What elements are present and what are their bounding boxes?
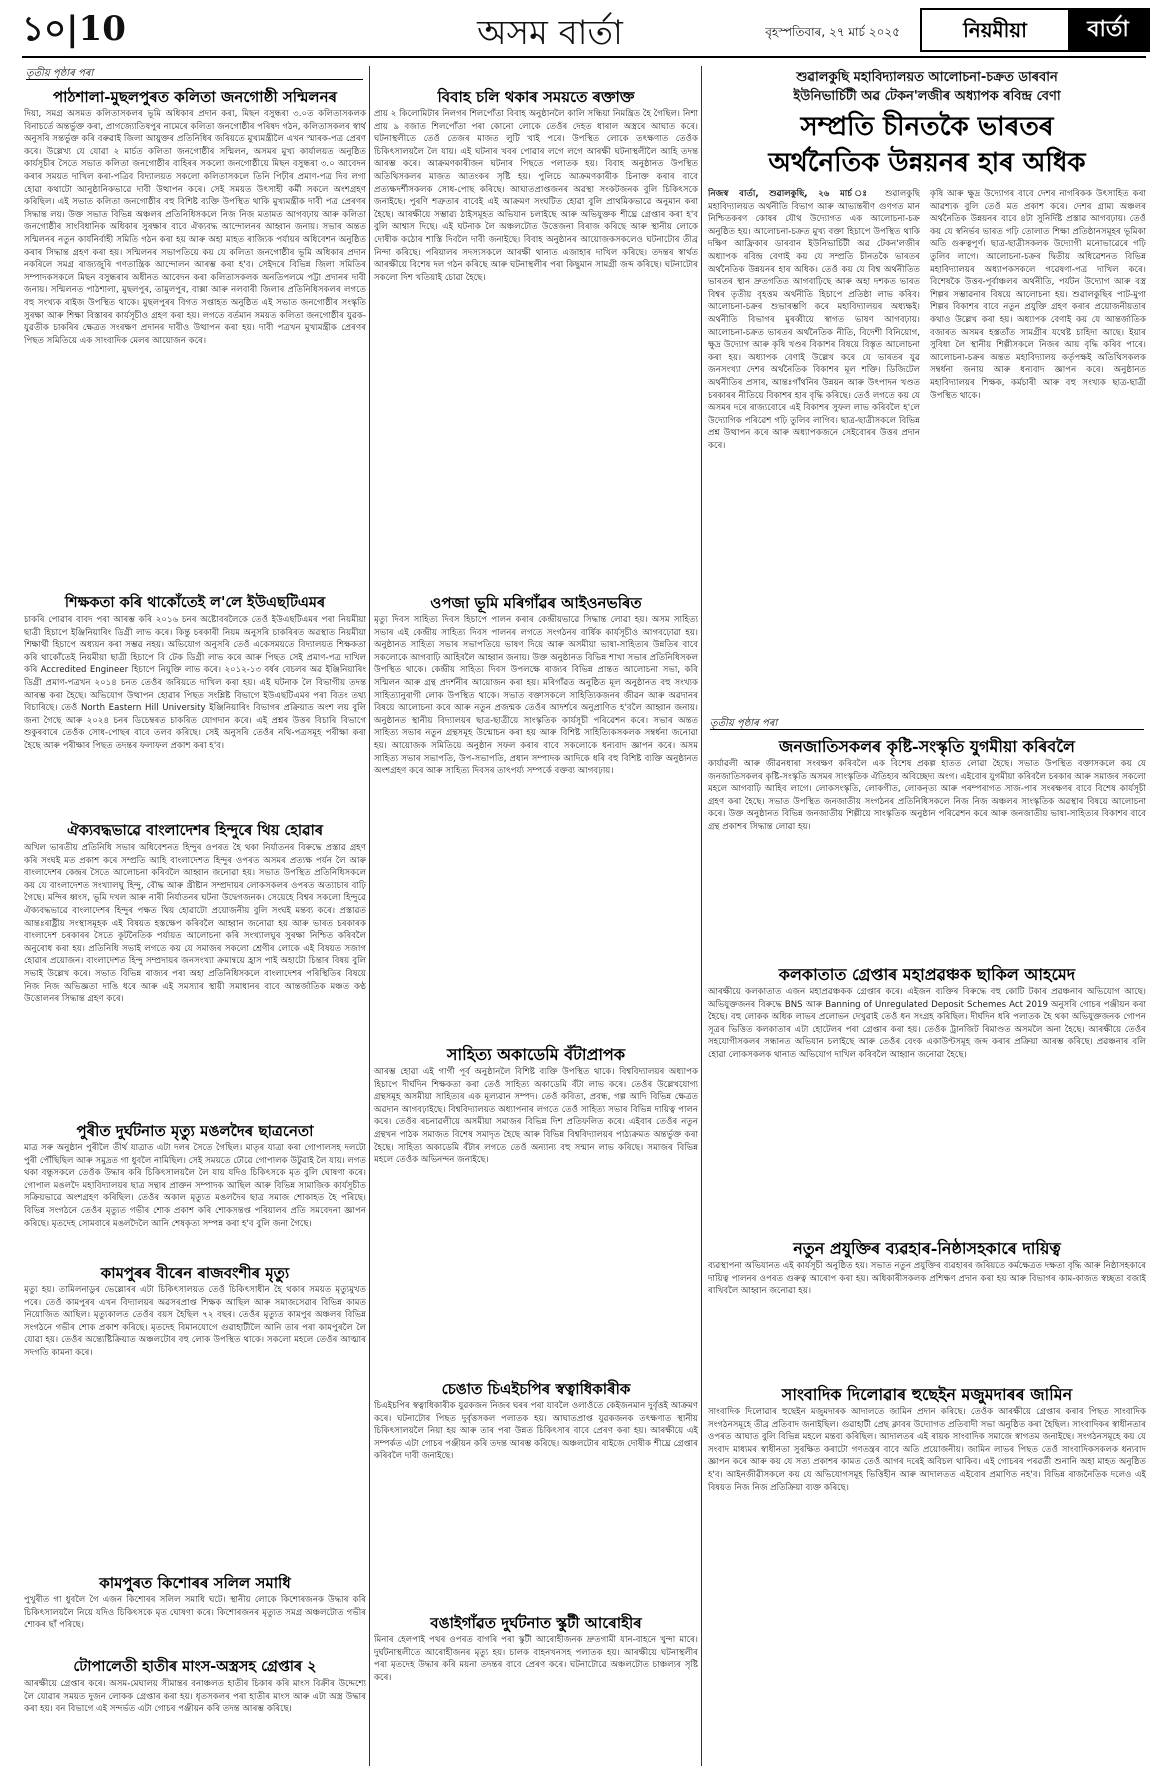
body-tribal-culture: কাৰ্যাৱলী আৰু জীৱনধাৰা সংৰক্ষণ কৰিবলৈ এক বিশেষ প্ৰকল্প হাতত লোৱা হৈছে। সভাত উপস্থিত বক্তাসকলে কয় যে জনজাতিসকলৰ কৃষ্টি-সংস্কৃতি অসমৰ সাংস্কৃতিক ঐতিহ্যৰ অবিচ্ছেদ্য অংগ। এইবোৰ যুগমীয়া কৰিবলৈ চৰকাৰ আৰু সমাজৰ সকলো মহলে আগবাঢ়ি আহিব লাগে। লোকসংস্কৃতি, লোকগীত, লোকনৃত্য আৰু পৰম্পৰাগত সাজ-পাৰ সংৰক্ষণৰ বাবে বিশেষ কাৰ্যসূচী গ্ৰহণ কৰা হৈছে। সভাত উপস্থিত জনজাতীয় সংগঠনৰ প্ৰতিনিধিসকলে নিজ নিজ অঞ্চলৰ সাংস্কৃতিক অৱস্থাৰ বিষয়ে আলোচনা কৰে। উক্ত অনুষ্ঠানত বিভিন্ন জনজাতীয় শিল্পীয়ে সাংস্কৃতিক অনুষ্ঠান পৰিৱেশন কৰে আৰু জনজাতীয় ভাষা-সাহিত্যৰ বিকাশৰ বাবে গ্ৰন্থ প্ৰকাশৰ সিদ্ধান্ত লোৱা হয়। xyxy=(708,759,1146,832)
dateline: নিজস্ব বাৰ্তা, শুৱালকুছি, ২৬ মাৰ্চ ঃ xyxy=(708,189,875,199)
intro-line-2: ইউনিভাৰ্চিটী অৱ টেকন'লজীৰ অধ্যাপক ৰবিন্দ্ৰ বেণা xyxy=(793,89,1061,104)
body-kalita-sanmilan: দিয়া, সমগ্ৰ অসমত কলিতাসকলৰ ভূমি অধিকাৰ প্ৰদান কৰা, মিছন বসুন্ধৰা ৩.০ত কলিতাসকলক বিনাচৰ্তে অন্তৰ্ভুক্ত কৰা, প্ৰাগজ্যোতিষপুৰ নামেৰে কলিতা জনগোষ্ঠীৰ পৰিষদ গঠন, কলিতাসকলৰ স্বাৰ্থ অনুসৰি সন্তৰ্ভুক্ত কৰি বৰুৱাই জিলা আয়ুক্তৰ প্ৰতিনিধিৰ জৰিয়তে মুখ্যমন্ত্ৰীলৈ এখন স্মাৰক-পত্ৰ প্ৰেৰণ কৰে। উল্লেখ্য যে যোৱা ২ মাৰ্চত কলিতা জনগোষ্ঠীৰ সন্মিলন, অসমৰ মুখ্য কাৰ্যালয়ত অনুষ্ঠিত কাৰ্যসূচীৰ সৈতে সভাত কলিতা জনগোষ্ঠীৰ বাহিৰৰ সকলো জনগোষ্ঠীয়ে মিছন বসুন্ধৰা ৩.০ আবেদন কৰাৰ সময়ত দাখিল কৰা-পত্ৰিব বিদ্যালয়ত সকলো কলিতাসকলে তিনি পিঢ়ীৰ প্ৰমাণ-পত্ৰ দিব লগা হোৱা কথাটো আনুষ্ঠানিকভাৱে দাবী উত্থাপন কৰে। সেই সময়ত উৎসাহী কৰ্মী সকলে অংশগ্ৰহণ কৰিছিল। এই সভাত কলিতা জনগোষ্ঠীৰ বহু বিশিষ্ট ব্যক্তি উপস্থিত থাকি মুখ্যমন্ত্ৰীক দাবী পত্ৰ প্ৰেৰণৰ সিদ্ধান্ত লয়। উক্ত সভাত বিভিন্ন অঞ্চলৰ প্ৰতিনিধিসকলে নিজ নিজ মতামত আগবঢ়ায় আৰু কলিতা জনগোষ্ঠীৰ সাংবিধানিক অধিকাৰ সুৰক্ষাৰ বাবে ঐক্যবদ্ধ আন্দোলনৰ আহ্বান জনায়। সভাৰ অন্তত সন্মিলনৰ নতুন কাৰ্যনিৰ্বাহী সমিতি গঠন কৰা হয় আৰু অহা মাহত ৰাজ্যিক পৰ্যায়ৰ অধিবেশন অনুষ্ঠিত কৰাৰ সিদ্ধান্ত গ্ৰহণ কৰা হয়। সন্মিলনৰ সভাপতিয়ে কয় যে কলিতা জনগোষ্ঠীৰ ভূমি অধিকাৰ প্ৰদান নকৰিলে সমগ্ৰ ৰাজ্যজুৰি গণতান্ত্ৰিক আন্দোলন আৰম্ভ কৰা হ'ব। সেইদৰে বিভিন্ন জিলা সমিতিৰ সম্পাদকসকলে মিছন বসুন্ধৰাৰ অধীনত আবেদন কৰা কলিতাসকলক অনতিপলমে পট্টা প্ৰদানৰ দাবী জনায়। সন্মিলনত পাঠশালা, মুছলপুৰ, তামুলপুৰ, বাক্সা আৰু নলবাৰী জিলাৰ প্ৰতিনিধিসকলৰ লগতে বহু সংখ্যক ৰাইজ উপস্থিত থাকে। মুছলপুৰৰ বিগত সপ্তাহত অনুষ্ঠিত এই সভাত জনগোষ্ঠীৰ সংস্কৃতি সুৰক্ষা আৰু শিক্ষা বিস্তাৰৰ কাৰ্যসূচীও গ্ৰহণ কৰা হয়। লগতে বৰ্তমান সময়ত কলিতা জনগোষ্ঠীৰ যুৱক-যুৱতীক চাকৰিৰ ক্ষেত্ৰত সংৰক্ষণ প্ৰদানৰ দাবীও উত্থাপন কৰা হয়। দাবী পত্ৰখন মুখ্যমন্ত্ৰীক প্ৰেৰণৰ পিছত সমিতিয়ে এক সাংবাদিক মেলৰ আয়োজন কৰে। xyxy=(24,109,366,346)
body-biren-rajbongshi: মৃত্যু হয়। তামিলনাডুৰ ভেল্লোৰৰ এটা চিকিৎসালয়ত তেওঁ চিকিৎসাধীন হৈ থকাৰ সময়ত মৃত্যুমুখত পৰে। তেওঁ কামপুৰৰ এখন বিদ্যালয়ৰ অৱসৰপ্ৰাপ্ত শিক্ষক আছিল আৰু সমাজসেৱাৰ বিভিন্ন কামত নিয়োজিত আছিল। মৃত্যুকালত তেওঁৰ বয়স হৈছিল ৭২ বছৰ। তেওঁৰ মৃত্যুত কামপুৰ অঞ্চলৰ বিভিন্ন সংগঠনে গভীৰ শোক প্ৰকাশ কৰিছে। মৃতদেহ বিমানযোগে গুৱাহাটীলৈ আনি তাৰ পৰা কামপুৰলৈ লৈ যোৱা হয়। তেওঁৰ অন্ত্যেষ্টিক্ৰিয়াত অঞ্চলটোৰ বহু লোক উপস্থিত থাকে। সকলো মহলে তেওঁৰ আত্মাৰ সদগতি কামনা কৰে। xyxy=(24,1285,366,1358)
body-india-growth-col1-text: শুৱালকুছি মহাবিদ্যালয়ত অৰ্থনীতি বিভাগ আৰু আভ্যন্তৰীণ গুণগত মান নিশ্চিতকৰণ কোষৰ যৌথ উদ্যোগত এক আলোচনা-চক্ৰ অনুষ্ঠিত হয়। আলোচনা-চক্ৰত মুখ্য বক্তা হিচাপে উপস্থিত থাকি দক্ষিণ আফ্ৰিকাৰ ডাৰবান ইউনিভাৰ্চিটী অৱ টেকন'লজীৰ অধ্যাপক ৰবিন্দ্ৰ বেণাই কয় যে সম্প্ৰতি চীনতকৈ ভাৰতৰ অৰ্থনৈতিক উন্নয়নৰ হাৰ অধিক। তেওঁ কয় যে বিশ্ব অৰ্থনীতিত ভাৰতৰ স্থান দ্ৰুতগতিত আগবাঢ়িছে আৰু অহা দশকত ভাৰত বিশ্বৰ তৃতীয় বৃহত্তম অৰ্থনীতি হিচাপে প্ৰতিষ্ঠা লাভ কৰিব। আলোচনা-চক্ৰৰ শুভাৰম্ভণি কৰে মহাবিদ্যালয়ৰ অধ্যক্ষই। অৰ্থনীতি বিভাগৰ মুৰব্বীয়ে স্বাগত ভাষণ আগবঢ়ায়। আলোচনা-চক্ৰত ভাৰতৰ অৰ্থনৈতিক নীতি, বিদেশী বিনিয়োগ, ক্ষুদ্ৰ উদ্যোগ আৰু কৃষি খণ্ডৰ বিকাশৰ বিষয়ে বিস্তৃত আলোচনা কৰা হয়। অধ্যাপক বেণাই উল্লেখ কৰে যে ভাৰতৰ যুৱ জনসংখ্যা দেশৰ অৰ্থনৈতিক বিকাশৰ মূল শক্তি। ডিজিটেল অৰ্থনীতিৰ প্ৰসাৰ, আন্তঃগাঁথনিৰ উন্নয়ন আৰু উৎপাদন খণ্ডত চৰকাৰৰ নীতিয়ে বিকাশৰ হাৰ বৃদ্ধি কৰিছে। তেওঁ লগতে কয় যে অসমৰ দৰে ৰাজ্যবোৰে এই বিকাশৰ সুফল লাভ কৰিবলৈ হ'লে উদ্যোগিক পৰিৱেশ গঢ়ি তুলিব লাগিব। ছাত্ৰ-ছাত্ৰীসকলে বিভিন্ন প্ৰশ্ন উত্থাপন কৰে আৰু অধ্যাপকজনে সেইবোৰৰ উত্তৰ প্ৰদান কৰে। xyxy=(708,189,920,451)
body-morigaon: মৃত্যু দিবস সাহিত্য দিবস হিচাপে পালন কৰাৰ কেন্দ্ৰীয়ভাৱে সিদ্ধান্ত লোৱা হয়। অসম সাহিত্য সভাৰ এই কেন্দ্ৰীয় সাহিত্য দিবস পালনৰ লগতে সংগঠনৰ বাৰ্ষিক কাৰ্যসূচীও আগবঢ়োৱা হয়। অনুষ্ঠানত সাহিত্য সভাৰ সভাপতিয়ে ভাষণ দিয়ে আৰু অসমীয়া ভাষা-সাহিত্যৰ উন্নতিৰ বাবে সকলোকে আগবাঢ়ি আহিবলৈ আহ্বান জনায়। উক্ত অনুষ্ঠানত বিভিন্ন শাখা সভাৰ প্ৰতিনিধিসকল উপস্থিত থাকে। কেন্দ্ৰীয় সাহিত্য দিবস উপলক্ষে ৰাজ্যৰ বিভিন্ন প্ৰান্তত আলোচনা সভা, কবি সন্মিলন আৰু গ্ৰন্থ প্ৰদৰ্শনীৰ আয়োজন কৰা হয়। মৰিগাঁৱত অনুষ্ঠিত মূল অনুষ্ঠানত বহু সংখ্যক সাহিত্যানুৰাগী লোক উপস্থিত থাকে। সভাত বক্তাসকলে সাহিত্যিকজনৰ জীৱন আৰু অৱদানৰ বিষয়ে আলোচনা কৰে আৰু নতুন প্ৰজন্মক তেওঁৰ আদৰ্শৰে অনুপ্ৰাণিত হ'বলৈ আহ্বান জনায়। অনুষ্ঠানত স্থানীয় বিদ্যালয়ৰ ছাত্ৰ-ছাত্ৰীয়ে সাংস্কৃতিক কাৰ্যসূচী পৰিৱেশন কৰে। সভাৰ অন্তত সাহিত্য সভাৰ নতুন গ্ৰন্থসমূহ উন্মোচন কৰা হয় আৰু বিশিষ্ট সাহিত্যিকসকলক সম্বৰ্ধনা জনোৱা হয়। আয়োজক সমিতিয়ে অনুষ্ঠান সফল কৰাৰ বাবে সকলোকে ধন্যবাদ জ্ঞাপন কৰে। অসম সাহিত্য সভাৰ সভাপতি, উপ-সভাপতি, প্ৰধান সম্পাদক আদিকে ধৰি বহু বিশিষ্ট ব্যক্তি অনুষ্ঠানত অংশগ্ৰহণ কৰে আৰু সাহিত্য দিবসৰ তাৎপৰ্য্য সম্পৰ্কে বক্তব্য আগবঢ়ায়। xyxy=(374,615,698,777)
headline-new-technology: নতুন প্ৰযুক্তিৰ ব্যৱহাৰ-নিষ্ঠাসহকাৰে দায়িত্ব xyxy=(793,1239,1061,1258)
body-journalist-bail: সাংবাদিক দিলোৱাৰ হুছেইন মজুমদাৰক আদালতে জামিন প্ৰদান কৰিছে। তেওঁক আৰক্ষীয়ে গ্ৰেপ্তাৰ কৰাৰ পিছত সাংবাদিক সংগঠনসমূহে তীব্ৰ প্ৰতিবাদ জনাইছিল। গুৱাহাটী প্ৰেছ ক্লাবৰ উদ্যোগত প্ৰতিবাদী সভা অনুষ্ঠিত কৰা হৈছিল। সাংবাদিকৰ স্বাধীনতাৰ ওপৰত আঘাত বুলি বিভিন্ন মহলে মন্তব্য কৰিছিল। আদালতৰ এই ৰায়ক সাংবাদিক সমাজে স্বাগতম জনাইছে। সংগঠনসমূহে কয় যে সংবাদ মাধ্যমৰ স্বাধীনতা সুৰক্ষিত কৰাটো গণতন্ত্ৰৰ বাবে অতি প্ৰয়োজনীয়। জামিন লাভৰ পিছত তেওঁ সাংবাদিকসকলক ধন্যবাদ জ্ঞাপন কৰে আৰু কয় যে সত্য প্ৰকাশৰ কামত তেওঁ আগৰ দৰেই অবিচল থাকিব। এই গোচৰৰ পৰৱৰ্তী শুনানি অহা মাহত অনুষ্ঠিত হ'ব। আইনজীৱীসকলে কয় যে অভিযোগসমূহ ভিত্তিহীন আৰু আদালতত এইবোৰ প্ৰমাণিত নহ'ব। বিভিন্ন ৰাজনৈতিক দলেও এই বিষয়ত নিজ নিজ প্ৰতিক্ৰিয়া ব্যক্ত কৰিছে। xyxy=(708,1407,1146,1493)
headline-morigaon: ওপজা ভূমি মৰিগাঁৱৰ আইওনভৰিত xyxy=(430,594,642,612)
body-bangladesh-hindu: অখিল ভাৰতীয় প্ৰতিনিধি সভাৰ অধিবেশনত হিন্দুৰ ওপৰত হৈ থকা নিৰ্যাতনৰ বিৰুদ্ধে প্ৰস্তাৱ গ্ৰহণ কৰি সংঘই মত প্ৰকাশ কৰে সম্প্ৰতি আহি বাংলাদেশত হিন্দুৰ ওপৰত অসমৰ প্ৰত্যক্ষ পৰ্যন লৈ আৰু বাংলাদেশৰ কেন্দ্ৰৰ সৈতে আলোচনা কৰিবলৈ আহ্বান জনোৱা হয়। সভাত উপস্থিত প্ৰতিনিধিসকলে কয় যে বাংলাদেশত সংখ্যালঘু হিন্দু, বৌদ্ধ আৰু খ্ৰীষ্টান সম্প্ৰদায়ৰ লোকসকলৰ ওপৰত অত্যাচাৰ বাঢ়ি গৈছে। মন্দিৰ ধ্বংস, ভূমি দখল আৰু নাৰী নিৰ্যাতনৰ ঘটনা উদ্বেগজনক। সেয়েহে বিশ্বৰ সকলো হিন্দুৱে ঐক্যবদ্ধভাৱে বাংলাদেশৰ হিন্দুৰ পক্ষত থিয় হোৱাটো প্ৰয়োজনীয় বুলি সংঘই মন্তব্য কৰে। প্ৰস্তাৱত আন্তঃৰাষ্ট্ৰীয় সংস্থাসমূহক এই বিষয়ত হস্তক্ষেপ কৰিবলৈ আহ্বান জনোৱা হয় আৰু ভাৰত চৰকাৰক বাংলাদেশ চৰকাৰৰ সৈতে কূটনৈতিক পৰ্যায়ত আলোচনা কৰি সংখ্যালঘুৰ সুৰক্ষা নিশ্চিত কৰিবলৈ অনুৰোধ কৰা হয়। প্ৰতিনিধি সভাই লগতে কয় যে সমাজৰ সকলো শ্ৰেণীৰ লোকে এই বিষয়ত সজাগ হোৱাৰ প্ৰয়োজন। বাংলাদেশত হিন্দু সম্প্ৰদায়ৰ জনসংখ্যা ক্ৰমান্বয়ে হ্ৰাস পাই অহাটো চিন্তাৰ বিষয় বুলি সভাই উল্লেখ কৰে। সভাত বিভিন্ন ৰাজ্যৰ পৰা অহা প্ৰতিনিধিসকলে বাংলাদেশৰ পৰিস্থিতিৰ বিষয়ে নিজ নিজ অভিজ্ঞতা দাঙি ধৰে আৰু এই সমস্যাৰ স্থায়ী সমাধানৰ বাবে আন্তৰ্জাতিক মঞ্চত কণ্ঠ উত্তোলনৰ সিদ্ধান্ত গ্ৰহণ কৰে। xyxy=(24,843,366,1005)
headline-sahitya-akademi: সাহিত্য অকাডেমি বঁটাপ্ৰাপক xyxy=(446,1045,626,1064)
headline-teacher-ustm: শিক্ষকতা কৰি থাকোঁতেই ল'লে ইউএছটিএমৰ xyxy=(64,594,326,611)
body-elephant-meat-arrest: আৰক্ষীয়ে গ্ৰেপ্তাৰ কৰে। অসম-মেঘালয় সীমান্তৰ বনাঞ্চলত হাতীৰ চিকাৰ কৰি মাংস বিক্ৰীৰ উদ্দেশ্যে লৈ যোৱাৰ সময়ত দুজন লোকক গ্ৰেপ্তাৰ কৰা হয়। ধৃতসকলৰ পৰা হাতীৰ মাংস আৰু এটা অস্ত্ৰ উদ্ধাৰ কৰা হয়। বন বিভাগে এই সন্দৰ্ভত এটা গোচৰ পঞ্জীয়ন কৰি তদন্ত আৰম্ভ কৰিছে। xyxy=(24,1679,366,1715)
body-chenga-chhp: চিএইচপিৰ স্বত্বাধিকাৰীক যুৱকজন নিজৰ ঘৰৰ পৰা যাবলৈ ওলাওঁতে কেইজনমান দুৰ্বৃত্তই আক্ৰমণ কৰে। ঘটনাটোৰ পিছত দুৰ্বৃত্তসকল পলাতক হয়। আঘাতপ্ৰাপ্ত যুৱকজনক তৎক্ষণাত স্থানীয় চিকিৎসালয়লৈ নিয়া হয় আৰু তাৰ পৰা উন্নত চিকিৎসাৰ বাবে প্ৰেৰণ কৰা হয়। আৰক্ষীয়ে এই সম্পৰ্কত এটা গোচৰ পঞ্জীয়ন কৰি তদন্ত আৰম্ভ কৰিছে। অঞ্চলটোৰ ৰাইজে দোষীক শীঘ্ৰে গ্ৰেপ্তাৰ কৰিবলৈ দাবী জনাইছে। xyxy=(374,1401,698,1462)
section-title: অসম বাৰ্তা xyxy=(477,13,623,53)
body-shakil-ahmed: আৰক্ষীয়ে কলকাতাত এজন মহাপ্ৰৱঞ্চকক গ্ৰেপ্তাৰ কৰে। এইজন ব্যক্তিৰ বিৰুদ্ধে বহু কোটি টকাৰ প্ৰৱঞ্চনাৰ অভিযোগ আছে। অভিযুক্তজনৰ বিৰুদ্ধে BNS আৰু Banning of Unregulated Deposit Schemes Act 2019 অনুসৰি গোচৰ পঞ্জীয়ন কৰা হৈছে। বহু লোকক অধিক লাভৰ প্ৰলোভন দেখুৱাই তেওঁ ধন সংগ্ৰহ কৰিছিল। দীৰ্ঘদিন ধৰি পলাতক হৈ থকা অভিযুক্তজনক গোপন সূত্ৰৰ ভিত্তিত কলকাতাৰ এটা হোটেলৰ পৰা গ্ৰেপ্তাৰ কৰা হয়। তেওঁক ট্ৰানজিট ৰিমাণ্ডত অসমলৈ অনা হৈছে। আৰক্ষীয়ে তেওঁৰ সহযোগীসকলৰ সন্ধানত অভিযান চলাইছে আৰু তেওঁৰ বেংক একাউণ্টসমূহ জব্দ কৰাৰ প্ৰক্ৰিয়া আৰম্ভ কৰিছে। প্ৰৱঞ্চনাৰ বলি হোৱা লোকসকলক থানাত অভিযোগ দাখিল কৰিবলৈ আহ্বান জনোৱা হৈছে। xyxy=(708,987,1146,1060)
headline-puri-accident: পুৰীত দুৰ্ঘটনাত মৃত্যু মঙলদৈৰ ছাত্ৰনেতা xyxy=(76,1122,314,1140)
jump-label: তৃতীয় পৃষ্ঠাৰ পৰা xyxy=(26,68,94,79)
masthead-rule xyxy=(22,56,1146,58)
body-sahitya-akademi: আৰম্ভ হোৱা এই গাৰ্গী পূৰ্ব অনুষ্ঠানলৈ বিশিষ্ট ব্যক্তি উপস্থিত থাকে। বিশ্ববিদ্যালয়ৰ অধ্যাপক হিচাপে দীৰ্ঘদিন শিক্ষকতা কৰা তেওঁ সাহিত্য অকাডেমি বঁটা লাভ কৰে। তেওঁৰ উল্লেখযোগ্য গ্ৰন্থসমূহ অসমীয়া সাহিত্যৰ এক মূল্যৱান সম্পদ। তেওঁ কবিতা, প্ৰবন্ধ, গল্প আদি বিভিন্ন ক্ষেত্ৰত অৱদান আগবঢ়াইছে। বিশ্ববিদ্যালয়ত অধ্যাপনাৰ লগতে তেওঁ সাহিত্য সভাৰ বিভিন্ন দায়িত্ব পালন কৰে। তেওঁৰ ৰচনাৱলীয়ে অসমীয়া সমাজৰ বিভিন্ন দিশ প্ৰতিফলিত কৰে। এইবাৰ তেওঁৰ নতুন গ্ৰন্থখন পাঠক সমাজত বিশেষ সমাদৃত হৈছে আৰু বিভিন্ন বিশ্ববিদ্যালয়ৰ পাঠ্যক্ৰমত অন্তৰ্ভুক্ত কৰা হৈছে। সাহিত্য অকাডেমি বঁটাৰ লগতে তেওঁ অন্যান্য বহু সন্মান লাভ কৰিছে। সমাজৰ বিভিন্ন মহলে তেওঁক অভিনন্দন জনাইছে। xyxy=(374,1067,698,1166)
body-teacher-ustm: চাকৰি পোৱাৰ বাবদ পৰা আৰম্ভ কৰি ২০১৬ চনৰ অষ্টোবৰলৈকে তেওঁ ইউএছটিএমৰ পৰা নিয়মীয়া ছাত্ৰী হিচাপে ইঞ্জিনিয়াৰিং ডিগ্ৰী লাভ কৰে। কিন্তু চৰকাৰী নিয়ম অনুসৰি চাকৰিৰত অৱস্থাত নিয়মীয়া শিক্ষাৰ্থী হিচাপে অধ্যয়ন কৰা সম্ভৱ নহয়। অভিযোগ অনুসৰি তেওঁ একেসময়তে বিদ্যালয়ত শিক্ষকতা কৰি থাকোঁতেই নিয়মীয়া ছাত্ৰী হিচাপে বি টেক ডিগ্ৰী লাভ কৰে আৰু পিছত সেই প্ৰমাণ-পত্ৰ দাখিল কৰি Accredited Engineer হিচাপে নিযুক্তি লাভ কৰে। ২০১২-১৩ বৰ্ষৰ বেচলৰ অৱ ইঞ্জিনিয়াৰিং ডিগ্ৰী প্ৰমাণ-পত্ৰখন ২০১৪ চনত তেওঁৰ জৰিয়তে দাখিল কৰা হয়। এই ঘটনাক লৈ বিভাগীয় তদন্ত আৰম্ভ কৰা হৈছে। অভিযোগ উত্থাপন হোৱাৰ পিছত সংশ্লিষ্ট বিভাগে ইউএছটিএমৰ পৰা বিতং তথ্য বিচাৰিছে। তেওঁ North Eastern Hill University ইঞ্জিনিয়াৰিং বিভাগৰ প্ৰক্ৰিয়াত অংশ লয় বুলি জনা গৈছে আৰু ২০২৪ চনৰ ডিচেম্বৰত চাকৰিত যোগদান কৰে। এই প্ৰশ্নৰ উত্তৰ বিচাৰি বিভাগে শুকুৰবাৰে তেওঁক সোধ-পোছৰ বাবে তলব কৰিছে। সেই অনুসৰি তেওঁৰ নথি-পত্ৰসমূহ পৰীক্ষা কৰা হৈছে আৰু পৰীক্ষাৰ পিছত তদন্তৰ ফলাফল প্ৰকাশ কৰা হ'ব। xyxy=(24,615,366,751)
headline-elephant-meat-arrest: টোপালেতী হাতীৰ মাংস-অস্ত্ৰসহ গ্ৰেপ্তাৰ ২ xyxy=(73,1658,317,1675)
logo-part-1: নিয়মীয়া xyxy=(963,18,1027,42)
body-wedding-attack: প্ৰায় ২ কিলোমিটাৰ নিলগৰ শিলপোঁতা বিবাহ অনুষ্ঠানলৈ কালি সন্ধিয়া নিমন্ত্ৰিত হৈ গৈছিল। নিশা প্ৰায় ৯ বজাত শিলপোঁতা পৰা কোনো লোকে তেওঁৰ দেহত ধাৰাল অস্ত্ৰৰে আঘাত কৰে। ঘটনাস্থলীতে তেওঁ তেজৰ মাজত লুটি খাই পৰে। উপস্থিত লোকে তৎক্ষণাত তেওঁক চিকিৎসালয়লৈ লৈ যায়। এই ঘটনাৰ খবৰ পোৱাৰ লগে লগে আৰক্ষী ঘটনাস্থলীলৈ আহি তদন্ত আৰম্ভ কৰে। আক্ৰমণকাৰীজন ঘটনাৰ পিছতে পলাতক হয়। বিবাহ অনুষ্ঠানত উপস্থিত অতিথিসকলৰ মাজত আতংকৰ সৃষ্টি হয়। পুলিচে আক্ৰমণকাৰীক চিনাক্ত কৰাৰ বাবে প্ৰত্যক্ষদৰ্শীসকলক সোধ-পোছ কৰিছে। আঘাতপ্ৰাপ্তজনৰ অৱস্থা সংকটজনক বুলি চিকিৎসকে জনাইছে। পুৰণি শত্ৰুতাৰ বাবেই এই আক্ৰমণ সংঘটিত হোৱা বুলি প্ৰাথমিকভাৱে অনুমান কৰা হৈছে। আৰক্ষীয়ে সম্ভাৱ্য ঠাইসমূহত অভিযান চলাইছে আৰু অভিযুক্তক শীঘ্ৰে গ্ৰেপ্তাৰ কৰা হ'ব বুলি আশ্বাস দিছে। এই ঘটনাক লৈ অঞ্চলটোত উত্তেজনা বিৰাজ কৰিছে আৰু স্থানীয় লোকে দোষীক কঠোৰ শাস্তি দিবলৈ দাবী জনাইছে। বিবাহ অনুষ্ঠানৰ আয়োজকসকলেও ঘটনাটোৰ তীব্ৰ নিন্দা কৰিছে। পৰিয়ালৰ সদস্যসকলে আৰক্ষী থানাত এজাহাৰ দাখিল কৰিছে। তদন্তৰ স্বাৰ্থত আৰক্ষীয়ে বিশেষ দল গঠন কৰিছে আৰু ঘটনাস্থলীৰ পৰা কিছুমান সামগ্ৰী জব্দ কৰিছে। ঘটনাটোৰ সকলো দিশ খতিয়াই চোৱা হৈছে। xyxy=(374,109,698,283)
jump-label-right: তৃতীয় পৃষ্ঠাৰ পৰা xyxy=(710,718,778,729)
headline-journalist-bail: সাংবাদিক দিলোৱাৰ হুছেইন মজুমদাৰৰ জামিন xyxy=(781,1385,1073,1404)
body-kishor-drowning: পুখুৰীত গা ধুবলৈ গৈ এজন কিশোৰৰ সলিল সমাধি ঘটে। স্থানীয় লোকে কিশোৰজনক উদ্ধাৰ কৰি চিকিৎসালয়লৈ নিয়ে যদিও চিকিৎসকে মৃত ঘোষণা কৰে। কিশোৰজনৰ মৃত্যুত সমগ্ৰ অঞ্চলটোত গভীৰ শোকৰ ছাঁ পৰিছে। xyxy=(24,1595,366,1631)
headline-tribal-culture: জনজাতিসকলৰ কৃষ্টি-সংস্কৃতি যুগমীয়া কৰিবলৈ xyxy=(779,737,1075,756)
headline-kishor-drowning: কামপুৰত কিশোৰৰ সলিল সমাধি xyxy=(99,1574,291,1592)
headline-chenga-chhp: চেঙাত চিএইচপিৰ স্বত্বাধিকাৰীক xyxy=(441,1380,631,1398)
body-india-growth-col2: কৃষি আৰু ক্ষুদ্ৰ উদ্যোগৰ বাবে দেশৰ নাগৰিকক উৎসাহিত কৰা আৱশ্যক বুলি তেওঁ মত প্ৰকাশ কৰে। দেশৰ গ্ৰাম্য অঞ্চলৰ অৰ্থনৈতিক উন্নয়নৰ বাবে ৪টা সুনিৰ্দিষ্ট প্ৰস্তাৱ আগবঢ়ায়। তেওঁ কয় যে স্বনিৰ্ভৰ ভাৰত গঢ়ি তোলাত শিক্ষা প্ৰতিষ্ঠানসমূহৰ ভূমিকা অতি গুৰুত্বপূৰ্ণ। ছাত্ৰ-ছাত্ৰীসকলক উদ্যোগী মনোভাৱেৰে গঢ়ি তুলিব লাগে। আলোচনা-চক্ৰৰ দ্বিতীয় অধিৱেশনত বিভিন্ন মহাবিদ্যালয়ৰ অধ্যাপকসকলে গৱেষণা-পত্ৰ দাখিল কৰে। বিশেষকৈ উত্তৰ-পূৰ্বাঞ্চলৰ অৰ্থনীতি, পৰ্যটন উদ্যোগ আৰু বস্ত্ৰ শিল্পৰ সম্ভাৱনাৰ বিষয়ে আলোচনা হয়। শুৱালকুছিৰ পাট-মুগা শিল্পৰ বিকাশৰ বাবে নতুন প্ৰযুক্তি গ্ৰহণ কৰাৰ প্ৰয়োজনীয়তাৰ কথাও উল্লেখ কৰা হয়। অধ্যাপক বেণাই কয় যে আন্তৰ্জাতিক বজাৰত অসমৰ হস্ততাঁত সামগ্ৰীৰ যথেষ্ট চাহিদা আছে। ইয়াৰ সুবিধা লৈ স্থানীয় শিল্পীসকলে নিজৰ আয় বৃদ্ধি কৰিব পাৰে। আলোচনা-চক্ৰৰ অন্তত মহাবিদ্যালয় কৰ্তৃপক্ষই অতিথিসকলক সম্বৰ্ধনা জনায় আৰু ধন্যবাদ জ্ঞাপন কৰে। অনুষ্ঠানত মহাবিদ্যালয়ৰ শিক্ষক, কৰ্মচাৰী আৰু বহু সংখ্যক ছাত্ৰ-ছাত্ৰী উপস্থিত থাকে। xyxy=(930,189,1146,401)
headline-bongaigaon-accident: বঙাইগাঁৱত দুৰ্ঘটনাত স্কুটী আৰোহীৰ xyxy=(430,1614,642,1632)
headline-india-growth-2: অৰ্থনৈতিক উন্নয়নৰ হাৰ অধিক xyxy=(768,148,1086,178)
headline-shakil-ahmed: কলকাতাত গ্ৰেপ্তাৰ মহাপ্ৰৱঞ্চক ছাকিল আহমেদ xyxy=(778,965,1076,984)
body-new-technology: ব্যৱস্থাপনা অভিযানত এই কাৰ্যসূচী অনুষ্ঠিত হয়। সভাত নতুন প্ৰযুক্তিৰ ব্যৱহাৰৰ জৰিয়তে কৰ্মক্ষেত্ৰত দক্ষতা বৃদ্ধি আৰু নিষ্ঠাসহকাৰে দায়িত্ব পালনৰ ওপৰত গুৰুত্ব আৰোপ কৰা হয়। অধিকাৰীসকলক প্ৰশিক্ষণ প্ৰদান কৰা হয় আৰু বিভাগৰ কাম-কাজত স্বচ্ছতা বজাই ৰাখিবলৈ আহ্বান জনোৱা হয়। xyxy=(708,1261,1146,1297)
headline-bangladesh-hindu: ঐক্যবদ্ধভাৱে বাংলাদেশৰ হিন্দুৰে থিয় হোৱাৰ xyxy=(67,822,323,839)
jump-underline xyxy=(26,79,363,80)
page-number: ১০|10 xyxy=(22,9,126,49)
issue-date: বৃহস্পতিবাৰ, ২৭ মাৰ্চ ২০২৫ xyxy=(765,25,900,39)
newspaper-logo xyxy=(920,8,1150,52)
headline-kalita-sanmilan: পাঠশালা-মুছলপুৰত কলিতা জনগোষ্ঠী সন্মিলনৰ xyxy=(52,88,337,106)
headline-wedding-attack: বিবাহ চলি থকাৰ সময়তে ৰক্তাক্ত xyxy=(437,88,635,106)
column-divider-left xyxy=(369,66,370,1766)
body-india-growth-col1 xyxy=(708,188,920,708)
logo-part-2: বাৰ্তা xyxy=(1068,10,1148,50)
column-divider-right xyxy=(701,66,702,1766)
intro-line-1: শুৱালকুছি মহাবিদ্যালয়ত আলোচনা-চক্ৰত ডাৰবান xyxy=(796,70,1058,85)
headline-biren-rajbongshi: কামপুৰৰ বীৰেন ৰাজবংশীৰ মৃত্যু xyxy=(100,1264,290,1282)
jump-underline-right xyxy=(710,729,1144,730)
headline-india-growth-1: সম্প্ৰতি চীনতকৈ ভাৰতৰ xyxy=(800,112,1054,142)
body-puri-accident: মাত্ৰ সৰু অনুষ্ঠান পুৰীলৈ তীৰ্থ যাত্ৰাত এটা দলৰ সৈতে গৈছিল। মাতৃৰ যাত্ৰা কৰা গোপালসহ দলটো পুৰী পৌঁছিছিল আৰু সমুদ্ৰত গা ধুবলৈ নামিছিল। সেই সময়তে ঢৌৱে গোপালক উটুৱাই লৈ যায়। লগত থকা বন্ধুসকলে তেওঁক উদ্ধাৰ কৰি চিকিৎসালয়লৈ লৈ যায় যদিও চিকিৎসকে মৃত বুলি ঘোষণা কৰে। গোপাল মঙলদৈ মহাবিদ্যালয়ৰ ছাত্ৰ সন্থাৰ প্ৰাক্তন সম্পাদক আছিল আৰু বিভিন্ন সামাজিক কাৰ্যসূচীত সক্ৰিয়ভাৱে অংশগ্ৰহণ কৰিছিল। তেওঁৰ অকাল মৃত্যুত মঙলদৈৰ ছাত্ৰ সমাজ শোকাহত হৈ পৰিছে। বিভিন্ন সংগঠনে তেওঁৰ মৃত্যুত গভীৰ শোক প্ৰকাশ কৰি শোকসন্তপ্ত পৰিয়ালৰ প্ৰতি সমবেদনা জ্ঞাপন কৰিছে। মৃতদেহ সোমবাৰে মঙলদৈলৈ আনি শেষকৃত্য সম্পন্ন কৰা হ'ব বুলি জনা গৈছে। xyxy=(24,1143,366,1229)
body-bongaigaon-accident: মিনাৰ হেলপাই পথৰ ওপৰত বাগৰি পৰা স্কুটী আৰোহীজনক দ্ৰুতগামী যান-বাহনে খুন্দা মাৰে। দুৰ্ঘটনাস্থলীতে আৰোহীজনৰ মৃত্যু হয়। চালক বাহনখনসহ পলাতক হয়। আৰক্ষীয়ে ঘটনাস্থলীৰ পৰা মৃতদেহ উদ্ধাৰ কৰি ময়না তদন্তৰ বাবে প্ৰেৰণ কৰে। ঘটনাটোৱে অঞ্চলটোত চাঞ্চল্যৰ সৃষ্টি কৰে। xyxy=(374,1635,698,1683)
